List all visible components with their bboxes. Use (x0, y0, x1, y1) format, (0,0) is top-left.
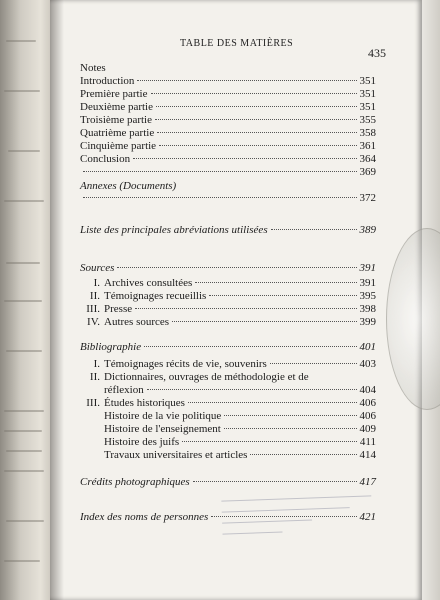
toc-entry-number: II. (89, 290, 100, 302)
dot-leader (157, 132, 356, 133)
toc-entry-conclusion[interactable] (80, 153, 376, 165)
toc-entry-sources[interactable] (80, 262, 376, 274)
toc-entry-bibliographie-2[interactable] (80, 371, 309, 383)
dot-leader (151, 93, 357, 94)
dot-leader (144, 346, 356, 347)
toc-entry-page: 351 (359, 75, 376, 87)
previous-page-text (0, 0, 50, 600)
toc-entry-annexes-page (80, 192, 376, 204)
dot-leader (156, 106, 357, 107)
dot-leader (83, 171, 357, 172)
toc-entry-page: 369 (359, 166, 376, 178)
toc-entry-annexes[interactable] (80, 180, 296, 192)
toc-entry-number: III. (86, 303, 100, 315)
toc-entry-label: Index des noms de personnes (80, 511, 209, 523)
toc-entry-page: 406 (359, 410, 376, 422)
toc-entry-sources-3[interactable] (80, 303, 376, 315)
toc-entry-label: Annexes (Documents) (80, 180, 177, 192)
toc-entry-page: 364 (359, 153, 376, 165)
toc-entry-label: Études historiques (104, 397, 185, 409)
toc-entry-label: Sources (80, 262, 115, 274)
toc-entry-label: Histoire de la vie politique (104, 410, 222, 422)
toc-entry-label: Histoire de l'enseignement (104, 423, 221, 435)
dot-leader (193, 481, 357, 482)
toc-entry-page: 391 (359, 262, 376, 274)
toc-entry-label: Bibliographie (80, 341, 142, 353)
toc-entry-page: 351 (359, 88, 376, 100)
toc-entry-abbreviations[interactable] (80, 224, 376, 236)
toc-entry-page: 361 (359, 140, 376, 152)
toc-entry-page: 406 (359, 397, 376, 409)
toc-entry-label: Cinquième partie (80, 140, 157, 152)
toc-entry-page: 398 (359, 303, 376, 315)
toc-entry-page: 411 (359, 436, 376, 448)
toc-entry-label: Histoire des juifs (104, 436, 180, 448)
toc-entry-label: Crédits photographiques (80, 476, 190, 488)
toc-entry-sub-juifs[interactable] (104, 436, 376, 448)
toc-entry-page: 421 (359, 511, 376, 523)
toc-entry-label: Notes (80, 62, 106, 74)
toc-entry-number: I. (93, 277, 100, 289)
toc-entry-deuxieme-partie[interactable] (80, 101, 376, 113)
toc-entry-label: Presse (104, 303, 133, 315)
page-gutter-shadow (50, 0, 64, 600)
toc-entry-page: 351 (359, 101, 376, 113)
toc-entry-premiere-partie[interactable] (80, 88, 376, 100)
toc-entry-quatrieme-partie[interactable] (80, 127, 376, 139)
dot-leader (159, 145, 356, 146)
toc-entry-page: 395 (359, 290, 376, 302)
toc-entry-label: Première partie (80, 88, 148, 100)
toc-entry-number: II. (89, 371, 100, 383)
toc-entry-page: 409 (359, 423, 376, 435)
toc-entry-sub-vie-politique[interactable] (104, 410, 376, 422)
dot-leader (195, 282, 356, 283)
dot-leader (188, 402, 357, 403)
dot-leader (135, 308, 356, 309)
dot-leader (172, 321, 356, 322)
toc-entry-bibliographie-1[interactable] (80, 358, 376, 370)
dot-leader (133, 158, 356, 159)
toc-entry-page: 355 (359, 114, 376, 126)
toc-entry-sources-4[interactable] (80, 316, 376, 328)
toc-entry-page: 358 (359, 127, 376, 139)
toc-entry-number: IV. (87, 316, 100, 328)
toc-entry-label: Travaux universitaires et articles (104, 449, 248, 461)
toc-entry-page: 403 (359, 358, 376, 370)
dot-leader (83, 197, 357, 198)
toc-entry-label: Autres sources (104, 316, 170, 328)
toc-entry-label: Témoignages recueillis (104, 290, 207, 302)
toc-entry-label: Témoignages récits de vie, souvenirs (104, 358, 267, 370)
toc-entry-bibliographie-2-cont[interactable] (104, 384, 376, 396)
toc-entry-notes-end[interactable] (80, 166, 376, 178)
toc-entry-label: Introduction (80, 75, 135, 87)
toc-entry-number: III. (86, 397, 100, 409)
toc-entry-page: 391 (359, 277, 376, 289)
toc-entry-label: réflexion (104, 384, 144, 396)
dot-leader (271, 229, 357, 230)
page-number: 435 (368, 46, 386, 60)
toc-entry-label: Deuxième partie (80, 101, 153, 113)
page-title: TABLE DES MATIÈRES (180, 38, 294, 49)
dot-leader (270, 363, 357, 364)
toc-entry-label: Liste des principales abréviations utilisées (80, 224, 268, 236)
toc-entry-page: 417 (359, 476, 376, 488)
toc-entry-label: Quatrième partie (80, 127, 155, 139)
toc-entry-bibliographie-3[interactable] (80, 397, 376, 409)
dot-leader (182, 441, 357, 442)
toc-entry-label: Dictionnaires, ouvrages de méthodologie et de (104, 371, 309, 383)
toc-entry-label: Troisième partie (80, 114, 152, 126)
dot-leader (117, 267, 356, 268)
faint-stamp (221, 495, 372, 540)
dot-leader (155, 119, 357, 120)
toc-entry-number: I. (93, 358, 100, 370)
toc-entry-label: Conclusion (80, 153, 131, 165)
toc-entry-label: Archives consultées (104, 277, 193, 289)
dot-leader (137, 80, 356, 81)
dot-leader (147, 389, 357, 390)
toc-entry-sources-2[interactable] (80, 290, 376, 302)
toc-entry-page: 372 (359, 192, 376, 204)
toc-entry-page: 404 (359, 384, 376, 396)
toc-entry-notes[interactable] (80, 62, 376, 74)
dot-leader (250, 454, 356, 455)
toc-entry-introduction[interactable] (80, 75, 376, 87)
toc-entry-page: 401 (359, 341, 376, 353)
toc-entry-sub-travaux[interactable] (104, 449, 376, 461)
dot-leader (224, 428, 357, 429)
toc-entry-troisieme-partie[interactable] (80, 114, 376, 126)
toc-entry-bibliographie[interactable] (80, 341, 376, 353)
toc-entry-page: 389 (359, 224, 376, 236)
toc-entry-credits[interactable] (80, 476, 376, 488)
toc-entry-page: 399 (359, 316, 376, 328)
dot-leader (224, 415, 356, 416)
toc-entry-sub-enseignement[interactable] (104, 423, 376, 435)
toc-entry-page: 414 (359, 449, 376, 461)
toc-entry-cinquieme-partie[interactable] (80, 140, 376, 152)
toc-entry-sources-1[interactable] (80, 277, 376, 289)
dot-leader (209, 295, 356, 296)
